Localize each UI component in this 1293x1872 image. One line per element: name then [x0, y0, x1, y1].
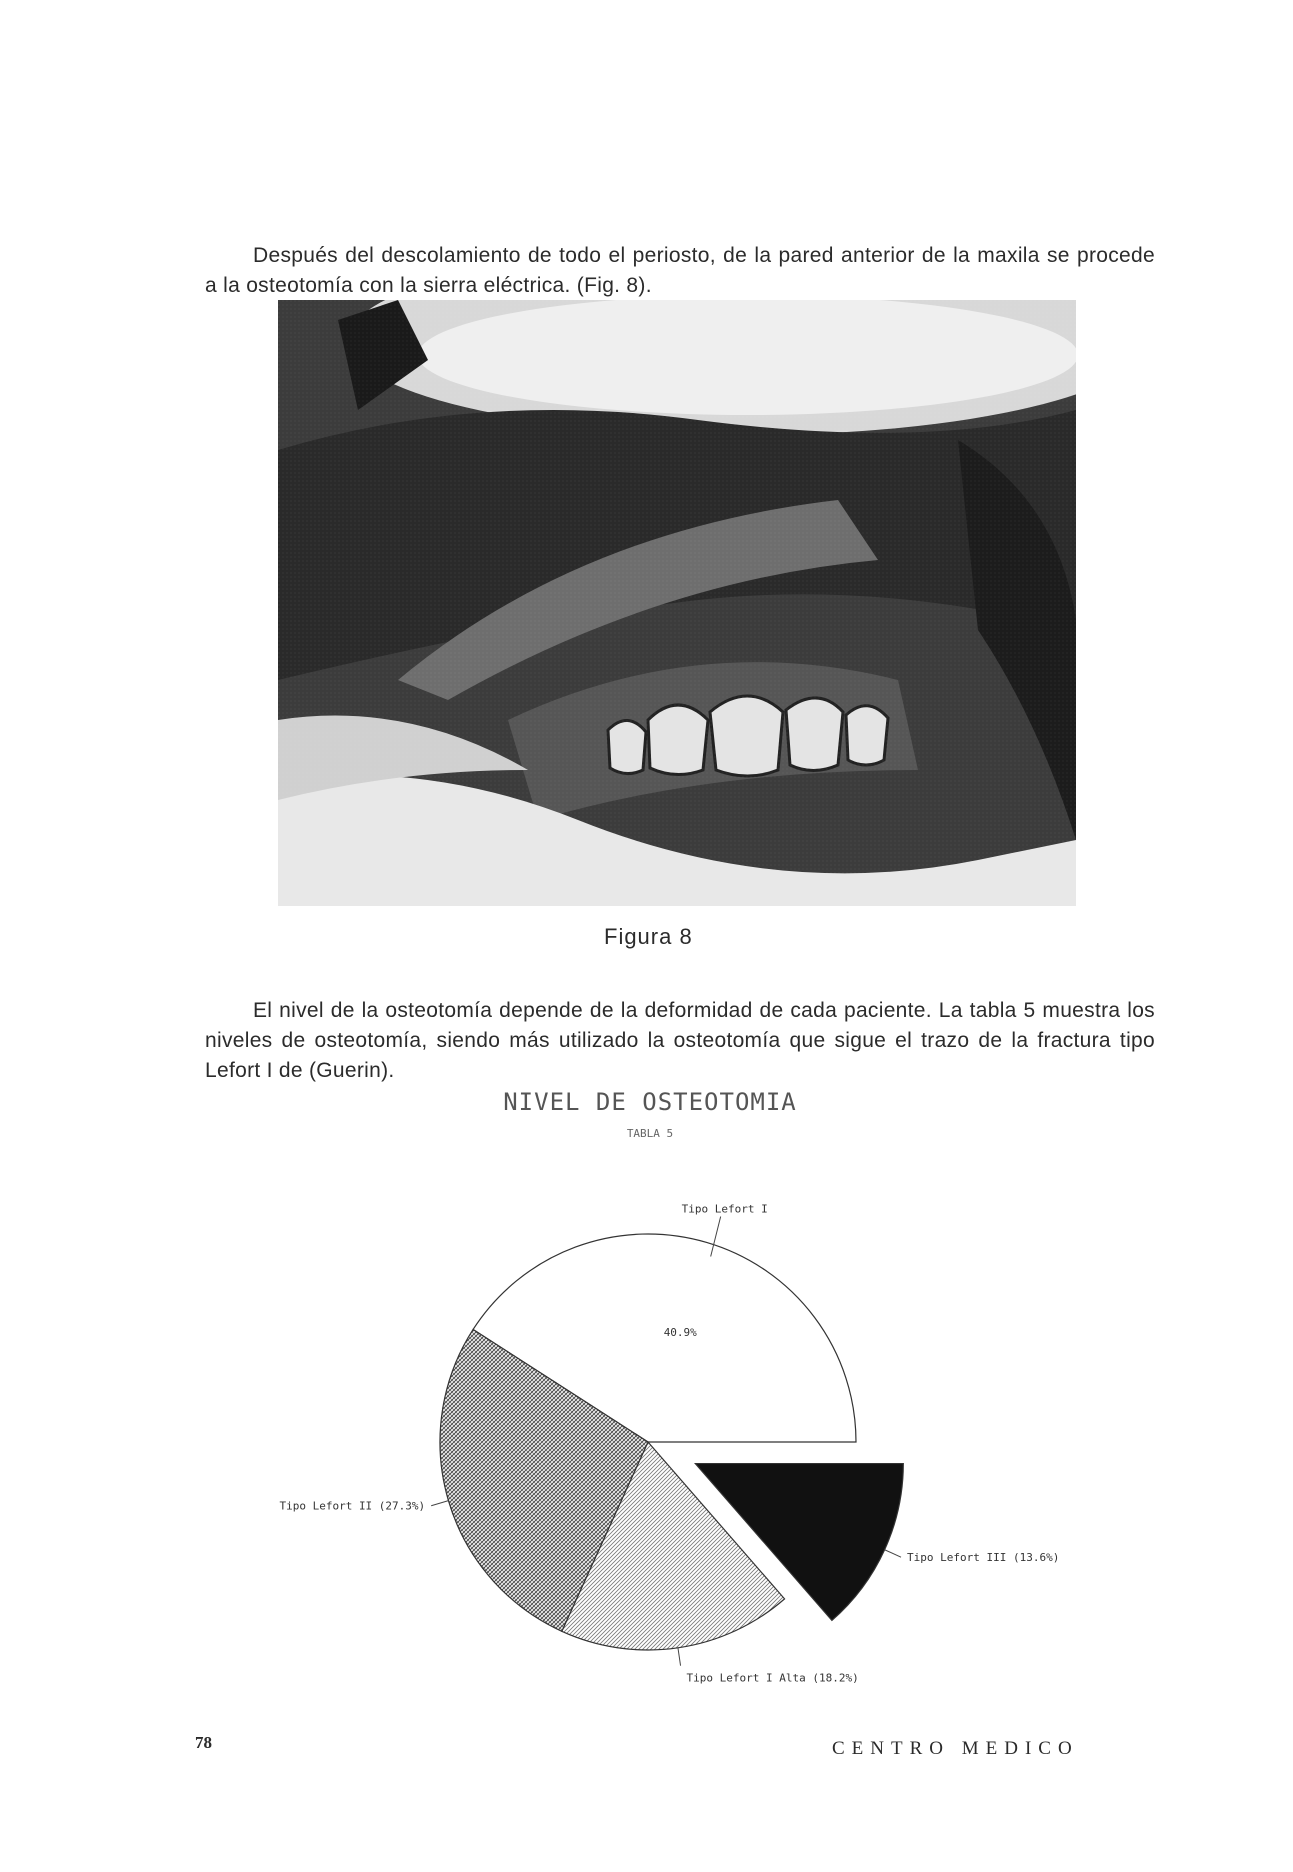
chart-title: NIVEL DE OSTEOTOMIA	[503, 1088, 797, 1116]
paragraph-intro: Después del descolamiento de todo el periosto, de la pared anterior de la maxila se procede a la osteotomía con la sierra eléctrica. (Fig. 8).	[205, 244, 1155, 297]
page-number: 78	[195, 1733, 212, 1752]
slice-value-1: 40.9%	[663, 1326, 697, 1340]
slice-label-1: Tipo Lefort I	[681, 1202, 768, 1216]
leader-line-2	[885, 1550, 901, 1557]
chart-subtitle: TABLA 5	[626, 1127, 674, 1140]
slice-label-4: Tipo Lefort II (27.3%)	[279, 1499, 426, 1513]
journal-name: CENTRO MEDICO	[832, 1738, 1079, 1759]
slice-label-3: Tipo Lefort I Alta (18.2%)	[686, 1671, 859, 1685]
leader-line-4	[431, 1501, 448, 1506]
leader-line-3	[678, 1648, 681, 1666]
figure-caption: Figura 8	[604, 924, 693, 949]
paragraph-osteotomy-levels: El nivel de la osteotomía depende de la deformidad de cada paciente. La tabla 5 muestra los niveles de osteotomía, siendo más utilizado la osteotomía que sigue el trazo de la fractura tipo Lefort I de (Guerin).	[205, 999, 1155, 1082]
slice-label-2: Tipo Lefort III (13.6%)	[907, 1551, 1060, 1565]
